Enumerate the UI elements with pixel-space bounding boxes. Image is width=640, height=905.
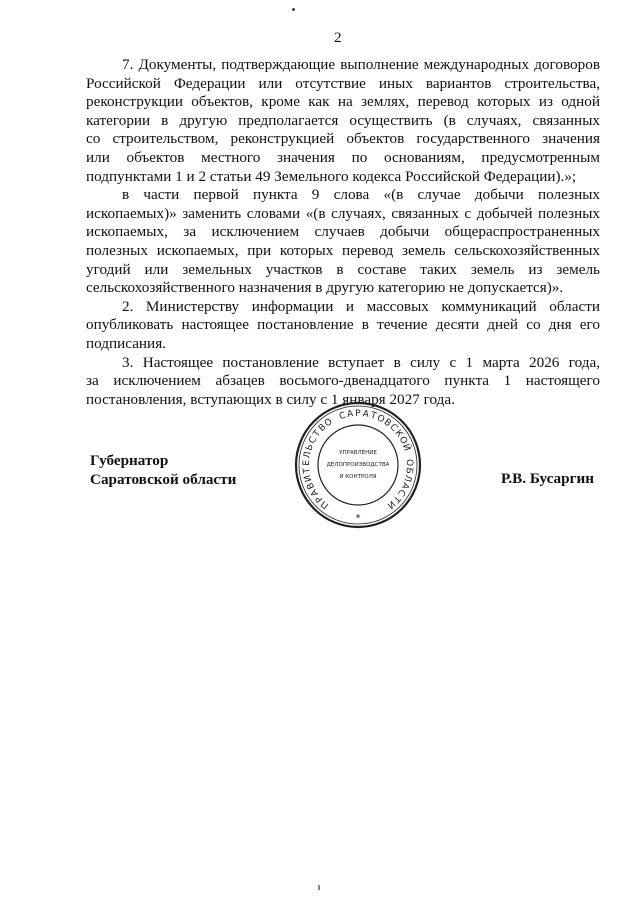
stamp-ring-glyph: С bbox=[387, 422, 400, 434]
stamp-ring-glyph: В bbox=[305, 480, 318, 491]
stamp-ring-glyph: Т bbox=[302, 467, 313, 474]
stamp-center-text: ДЕЛОПРОИЗВОДСТВА bbox=[326, 462, 390, 468]
text-line: 7. Документы, подтверждающие выполнение международных договоров bbox=[122, 56, 600, 73]
stamp-ring-glyph: Р bbox=[355, 409, 361, 419]
text-line: ископаемых)» заменить словами «(в случаях, связанных с добычей полезных bbox=[86, 204, 600, 222]
stamp-ring-glyph: О bbox=[396, 434, 409, 446]
paragraph-point-9 bbox=[86, 186, 600, 298]
text-line: подпунктами 1 и 2 статьи 49 Земельного кодекса Российской Федерации).»; bbox=[86, 167, 577, 185]
stamp-star-icon: * bbox=[355, 513, 361, 524]
text-line: постановления, вступающих в силу с 1 января 2027 года. bbox=[86, 390, 455, 408]
stamp-ring-glyph: И bbox=[303, 473, 315, 483]
stamp-ring-glyph: В bbox=[381, 417, 393, 430]
position-line: Губернатор bbox=[90, 452, 169, 469]
text-line: за исключением абзацев восьмого-двенадцатого пункта 1 настоящего bbox=[86, 372, 600, 390]
text-line: 2. Министерству информации и массовых коммуникаций области bbox=[122, 297, 600, 315]
stamp-ring-glyph: Т bbox=[390, 493, 402, 504]
text-line: со строительством, реконструкцией объектов государственного значения bbox=[86, 130, 600, 148]
stamp-ring-glyph: О bbox=[403, 459, 415, 467]
stamp-ring-glyph: О bbox=[375, 413, 386, 426]
stamp-ring-glyph: С bbox=[338, 410, 348, 423]
paragraph-2 bbox=[86, 298, 600, 354]
page-number: 2 bbox=[334, 30, 342, 46]
text-line: ископаемых, за исключением случаев добычи общераспространенных bbox=[86, 223, 600, 241]
text-line: опубликовать настоящее постановление в течение десяти дней со дня его bbox=[86, 316, 600, 334]
document-body bbox=[86, 56, 600, 409]
text-line: в части первой пункта 9 слова «(в случае добычи полезных bbox=[122, 186, 600, 204]
text-line: или объектов местного значения по основаниям, предусмотренным bbox=[86, 148, 600, 166]
text-line: угодий или земельных участков в составе таких земель из земель bbox=[86, 260, 600, 278]
stamp-ring-glyph: И bbox=[384, 498, 397, 511]
signatory-position bbox=[90, 452, 236, 489]
paragraph-item-7 bbox=[86, 56, 600, 186]
scan-speck bbox=[318, 885, 320, 890]
stamp-ring-glyph: К bbox=[392, 428, 405, 440]
text-line: Российской Федерации или отсутствие иных вариантов строительства, bbox=[86, 74, 600, 92]
stamp-ring-glyph: Л bbox=[302, 450, 314, 460]
stamp-ring-glyph: П bbox=[319, 498, 332, 511]
stamp-ring-glyph: Б bbox=[403, 466, 415, 475]
stamp-ring-glyph: Ь bbox=[304, 442, 316, 453]
stamp-ring-glyph: Р bbox=[314, 493, 326, 504]
stamp-ring-glyph: А bbox=[398, 480, 411, 491]
stamp-ring-glyph: О bbox=[322, 417, 335, 430]
text-line: сельскохозяйственного назначения в другую категорию не допускается)». bbox=[86, 279, 564, 297]
text-line: полезных ископаемых, при которых перевод земель сельскохозяйственных bbox=[86, 241, 600, 259]
stamp-ring-glyph: А bbox=[309, 487, 321, 498]
text-line: 3. Настоящее постановление вступает в силу с 1 марта 2026 года, bbox=[122, 353, 600, 371]
stamp-ring-glyph: Л bbox=[401, 473, 413, 483]
stamp-ring-glyph: Й bbox=[400, 442, 412, 453]
stamp-ring-glyph: А bbox=[346, 409, 355, 421]
stamp-ring-glyph: Е bbox=[301, 459, 313, 466]
text-line: подписания. bbox=[86, 334, 166, 352]
stamp-center-text: УПРАВЛЕНИЕ bbox=[339, 450, 377, 456]
signatory-name: Р.В. Бусаргин bbox=[500, 470, 594, 487]
stamp-ring-glyph: В bbox=[317, 422, 329, 434]
stamp-ring-glyph: С bbox=[307, 435, 320, 446]
official-stamp bbox=[292, 400, 424, 530]
stamp-center-text: И КОНТРОЛЯ bbox=[339, 474, 377, 480]
position-line: Саратовской области bbox=[90, 470, 237, 488]
text-line: категории в другую предполагается осуществить (в случаях, связанных bbox=[86, 111, 600, 129]
stamp-ring-glyph: Т bbox=[311, 428, 324, 440]
text-line: реконструкции объектов, кроме как на землях, перевод которых из одной bbox=[86, 93, 600, 111]
stamp-ring-glyph: С bbox=[395, 487, 407, 498]
stamp-ring-glyph: Т bbox=[369, 410, 378, 422]
scan-speck bbox=[292, 8, 295, 11]
stamp-ring-glyph: А bbox=[361, 409, 370, 421]
